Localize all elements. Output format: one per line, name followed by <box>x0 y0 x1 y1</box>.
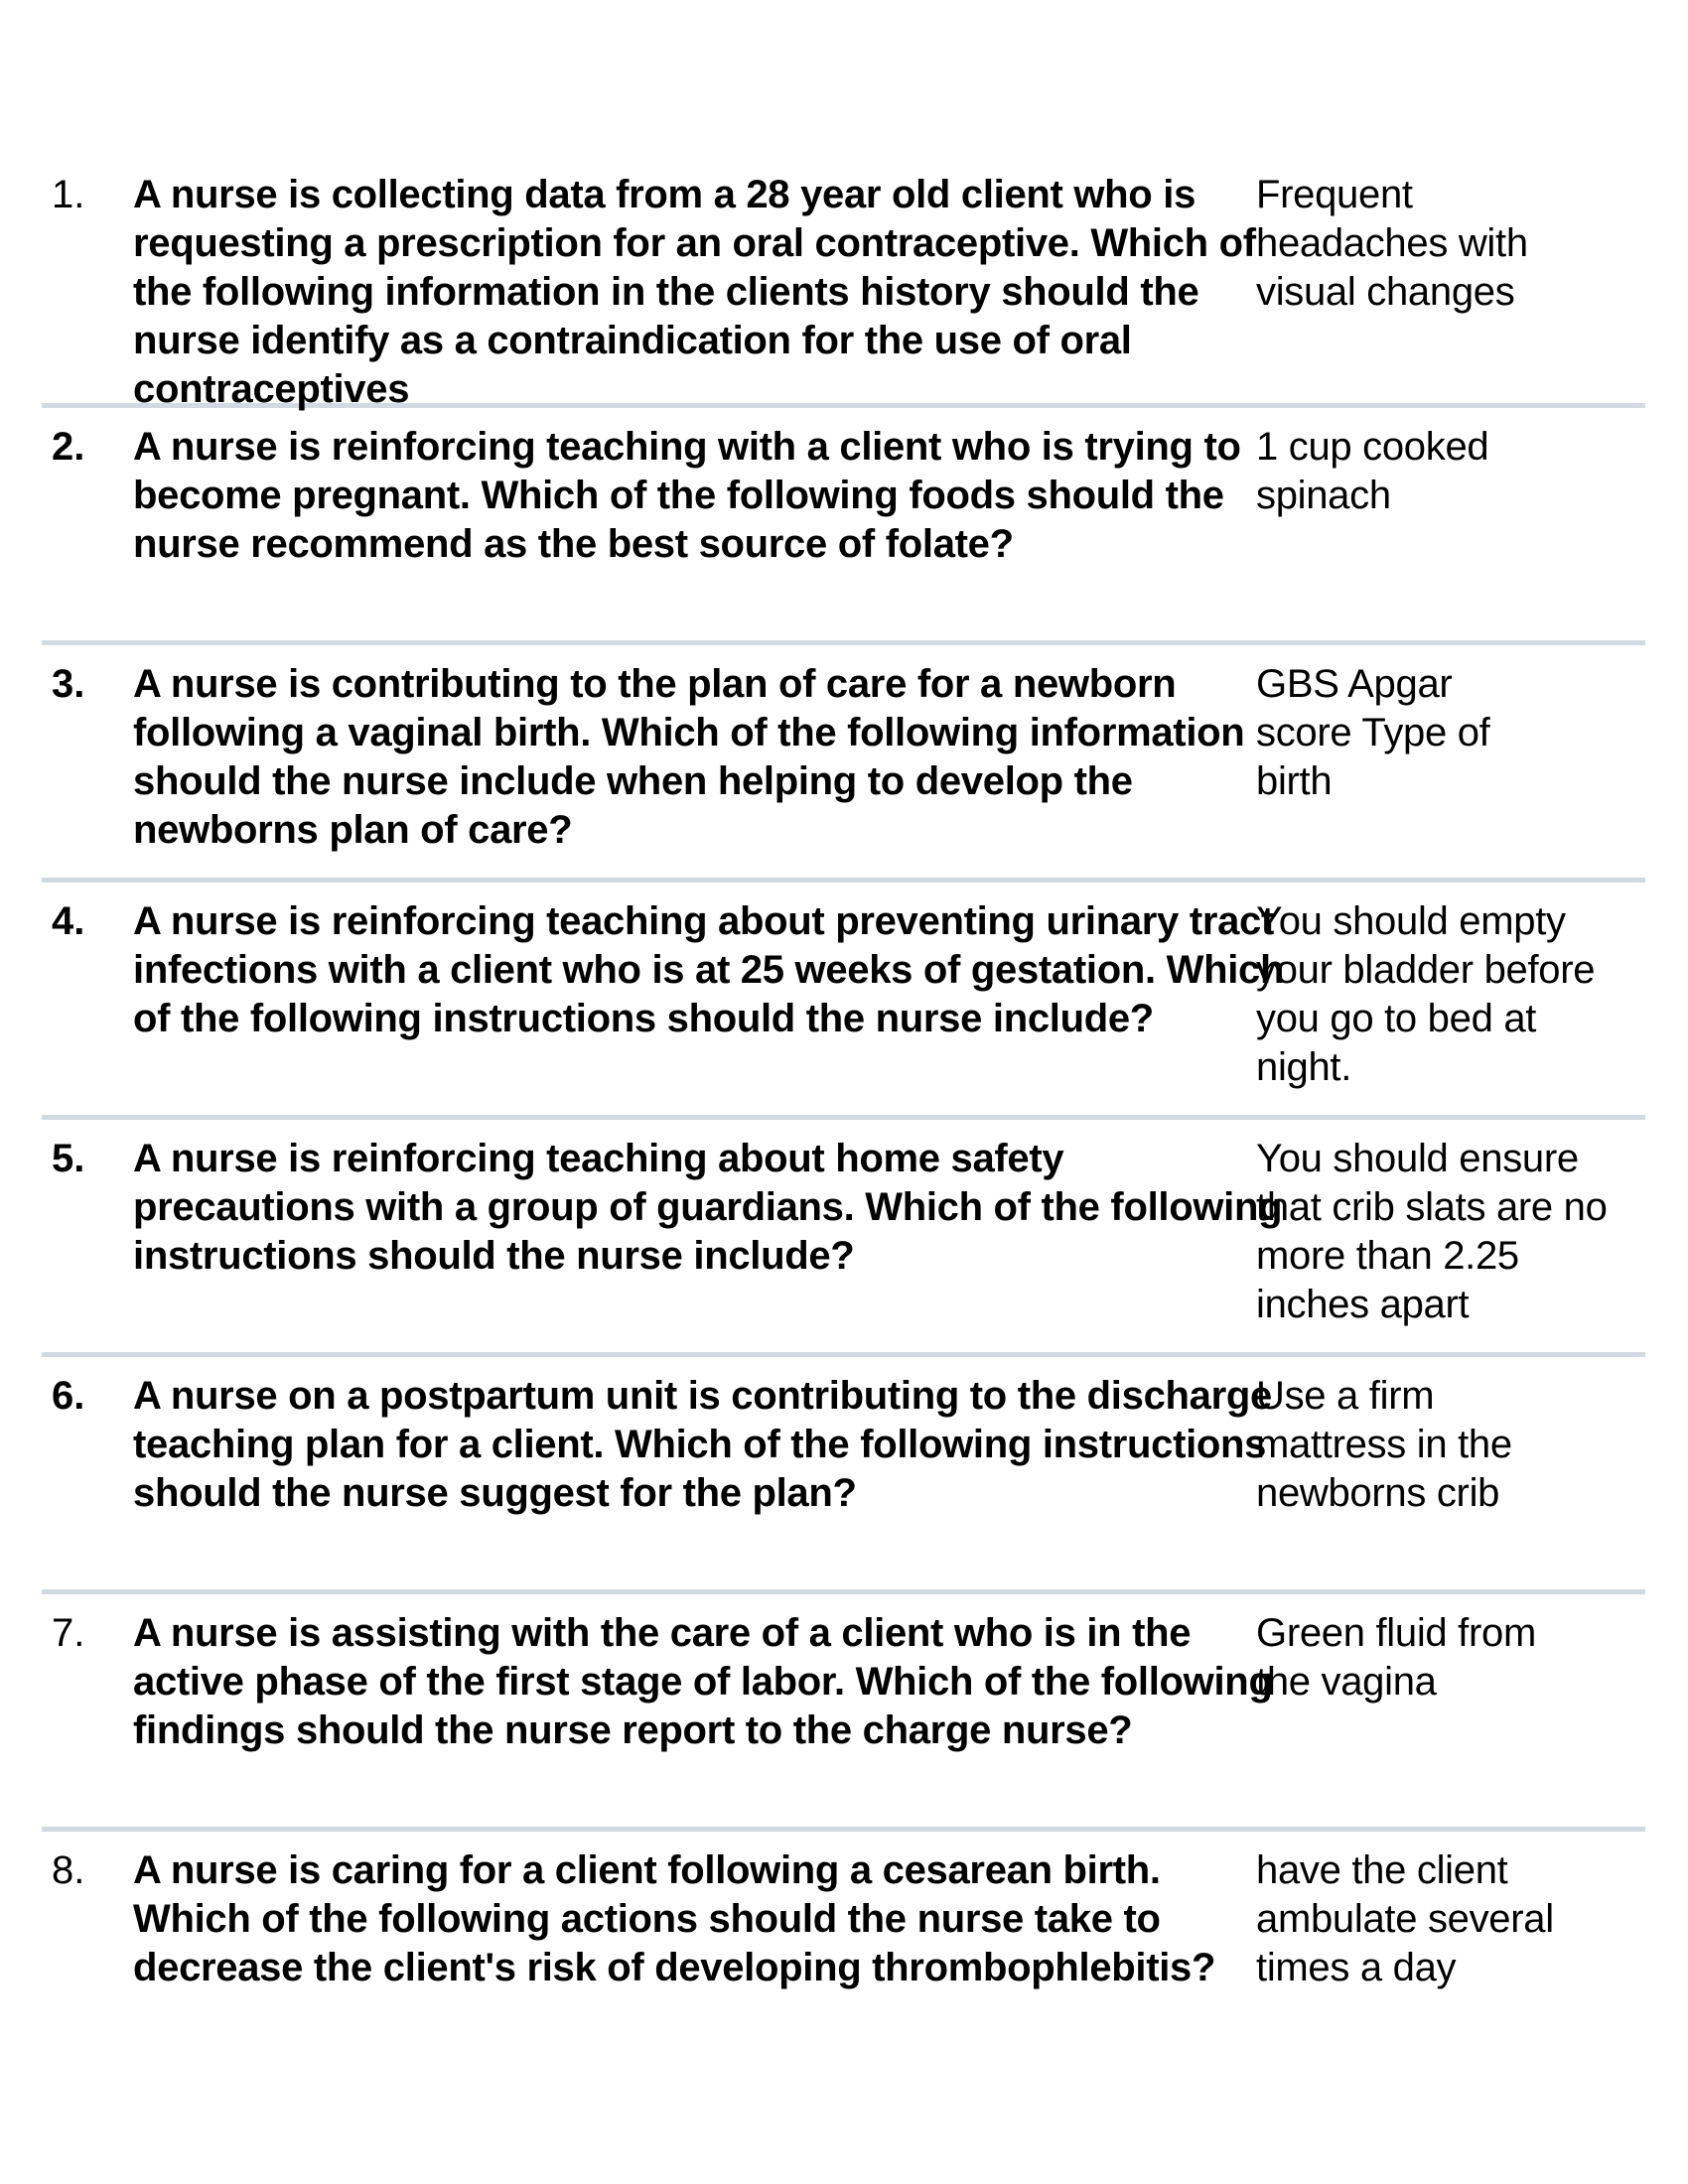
card-answer: Frequent headaches with visual changes <box>1256 173 1528 314</box>
flashcard-row <box>42 645 1645 883</box>
card-number: 1. <box>52 173 85 216</box>
card-question: A nurse is collecting data from a 28 year old client who is requesting a prescription for an oral contraceptive. Which of the following information in the clients history should the nurse identify as a contraindication for the use of oral contraceptives <box>133 173 1256 411</box>
flashcard-row <box>42 1594 1645 1832</box>
card-answer: Use a firm mattress in the newborns crib <box>1256 1374 1512 1515</box>
card-number: 3. <box>52 662 85 706</box>
card-question: A nurse is reinforcing teaching with a client who is trying to become pregnant. Which of the following foods should the nurse recommend as the best source of folate? <box>133 425 1241 566</box>
card-question: A nurse is assisting with the care of a client who is in the active phase of the first stage of labor. Which of the following findings should the nurse report to the charge nurse? <box>133 1611 1273 1752</box>
card-number: 5. <box>52 1137 85 1180</box>
flashcard-row <box>42 1357 1645 1594</box>
card-answer: Green fluid from the vagina <box>1256 1611 1536 1704</box>
card-answer: have the client ambulate several times a day <box>1256 1848 1554 1989</box>
card-question: A nurse is reinforcing teaching about home safety precautions with a group of guardians. Which of the following instructions should the nurse include? <box>133 1137 1283 1278</box>
flashcard-row <box>42 171 1645 411</box>
flashcard-row <box>42 408 1645 645</box>
card-number: 2. <box>52 425 85 469</box>
card-number: 4. <box>52 899 85 943</box>
flashcard-list <box>42 171 1645 2069</box>
card-number: 6. <box>52 1374 85 1418</box>
card-answer: You should empty your bladder before you go to bed at night. <box>1256 899 1596 1089</box>
card-answer: 1 cup cooked spinach <box>1256 425 1489 517</box>
card-question: A nurse is caring for a client following a cesarean birth. Which of the following actions should the nurse take to decrease the client's risk of developing thrombophlebitis? <box>133 1848 1216 1989</box>
card-question: A nurse is contributing to the plan of care for a newborn following a vaginal birth. Which of the following information should the nurse include when helping to develop the newborns plan of care? <box>133 662 1245 852</box>
card-number: 7. <box>52 1611 85 1655</box>
flashcard-row <box>42 883 1645 1120</box>
flashcard-row <box>42 1120 1645 1357</box>
flashcard-row <box>42 1832 1645 2069</box>
card-answer: You should ensure that crib slats are no more than 2.25 inches apart <box>1256 1137 1608 1326</box>
card-question: A nurse is reinforcing teaching about preventing urinary tract infections with a client who is at 25 weeks of gestation. Which of the following instructions should the nurse include? <box>133 899 1285 1040</box>
card-number: 8. <box>52 1848 85 1892</box>
card-question: A nurse on a postpartum unit is contributing to the discharge teaching plan for a client. Which of the following instructions should the nurse suggest for the plan? <box>133 1374 1272 1515</box>
card-answer: GBS Apgar score Type of birth <box>1256 662 1490 803</box>
